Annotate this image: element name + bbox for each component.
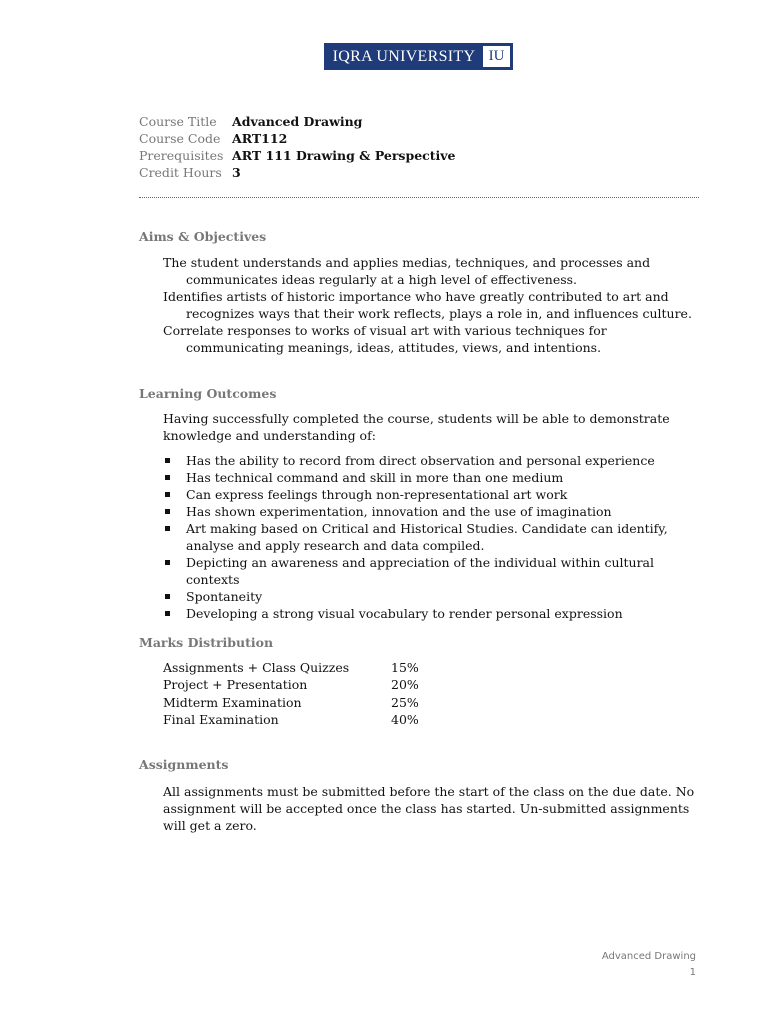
marks-row — [163, 694, 419, 711]
marks-item: Final Examination — [163, 711, 279, 727]
outcome-item: Has shown experimentation, innovation and the use of imagination — [163, 503, 699, 520]
marks-item: Midterm Examination — [163, 694, 302, 710]
marks-row — [163, 659, 419, 676]
aims-heading: Aims & Objectives — [139, 229, 267, 244]
page-footer — [602, 949, 696, 981]
prerequisites-row — [139, 147, 456, 164]
prerequisites-label: Prerequisites — [139, 148, 224, 163]
prerequisites-value: ART 111 Drawing & Perspective — [232, 148, 456, 163]
aim-item: The student understands and applies medias, techniques, and processes and communicates ideas regularly at a high level of effectiveness. — [163, 255, 651, 287]
outcomes-list — [163, 452, 699, 622]
logo-abbr: IU — [483, 46, 510, 67]
marks-heading: Marks Distribution — [139, 635, 274, 650]
university-logo — [324, 43, 513, 70]
marks-row — [163, 711, 419, 728]
marks-percent: 20% — [391, 677, 419, 693]
outcome-item: Has the ability to record from direct observation and personal experience — [163, 452, 699, 469]
aim-item: Correlate responses to works of visual art with various techniques for communicating meanings, ideas, attitudes, views, and intentions. — [163, 323, 607, 355]
section-divider — [139, 197, 699, 198]
marks-item: Project + Presentation — [163, 677, 308, 693]
assignments-text: All assignments must be submitted before the start of the class on the due date. No assignment will be accepted once the class has started. Un-submitted assignments will get a zero. — [163, 784, 695, 833]
course-title-value: Advanced Drawing — [232, 114, 363, 129]
assignments-heading: Assignments — [139, 757, 229, 772]
outcome-item: Art making based on Critical and Historical Studies. Candidate can identify, analyse and apply research and data compiled. — [163, 520, 699, 554]
aim-item: Identifies artists of historic importance who have greatly contributed to art and recognizes ways that their work reflects, plays a role in, and influences culture. — [163, 289, 692, 321]
credit-hours-value: 3 — [232, 165, 241, 180]
footer-title: Advanced Drawing — [601, 951, 696, 962]
outcome-item: Has technical command and skill in more than one medium — [163, 469, 699, 486]
marks-item: Assignments + Class Quizzes — [163, 660, 350, 675]
course-title-label: Course Title — [139, 114, 217, 129]
marks-percent: 15% — [391, 660, 419, 675]
credit-hours-label: Credit Hours — [139, 165, 222, 180]
outcome-item: Spontaneity — [163, 588, 699, 605]
course-code-label: Course Code — [139, 131, 221, 146]
course-code-row — [139, 130, 456, 147]
outcome-item: Can express feelings through non-representational art work — [163, 486, 699, 503]
outcomes-intro: Having successfully completed the course, students will be able to demonstrate knowledge and understanding of: — [163, 411, 670, 443]
aims-list — [163, 254, 699, 356]
marks-percent: 25% — [391, 694, 419, 710]
outcome-item: Depicting an awareness and appreciation of the individual within cultural contexts — [163, 554, 699, 588]
marks-table — [163, 659, 419, 728]
logo-name: IQRA UNIVERSITY — [332, 47, 476, 65]
marks-percent: 40% — [391, 711, 419, 727]
credit-hours-row — [139, 164, 456, 181]
outcome-item: Developing a strong visual vocabulary to render personal expression — [163, 605, 699, 622]
course-code-value: ART112 — [232, 131, 288, 146]
outcomes-heading: Learning Outcomes — [139, 386, 277, 401]
course-title-row — [139, 113, 456, 130]
page-number: 1 — [689, 967, 696, 978]
course-info — [139, 113, 456, 181]
marks-row — [163, 676, 419, 693]
